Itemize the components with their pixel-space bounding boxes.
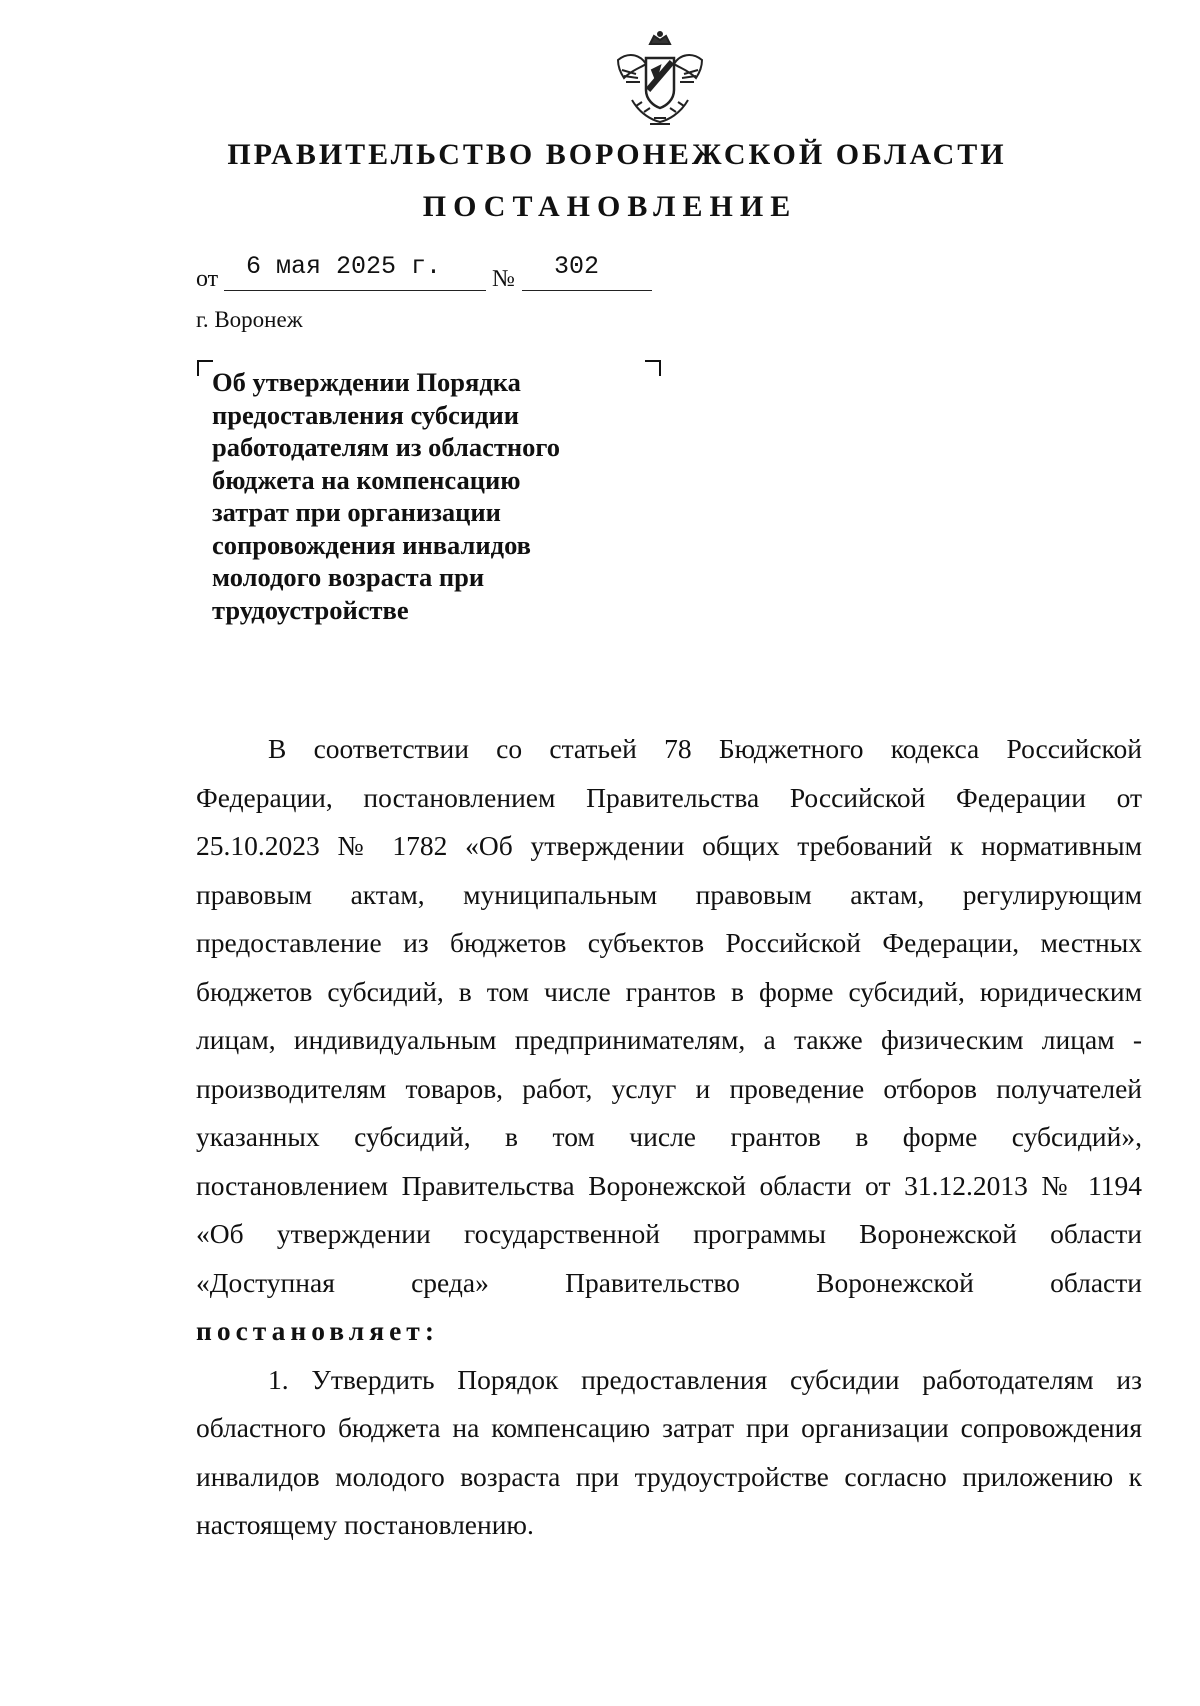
resolves-word: постановляет: — [196, 1315, 439, 1346]
coat-of-arms-icon — [610, 30, 710, 130]
title-line: предоставления субсидии — [212, 399, 520, 430]
title-line: бюджета на компенсацию — [212, 464, 521, 495]
title-line: работодателям из областного — [212, 432, 560, 462]
item1-line: настоящему постановлению. — [196, 1509, 534, 1540]
title-bracket-right — [645, 360, 661, 376]
title-line: молодого возраста при — [212, 562, 485, 592]
preamble-line: производителям товаров, работ, услуг и проведение отборов получателей — [196, 1072, 1142, 1104]
item1-line: инвалидов молодого возраста при трудоустройстве согласно приложению к — [196, 1460, 1142, 1492]
item1-line: 1. Утвердить Порядок предоставления субсидии работодателям из — [268, 1363, 1142, 1395]
date-label: от — [196, 266, 219, 292]
dateline — [196, 252, 676, 292]
document-type: ПОСТАНОВЛЕНИЕ — [422, 190, 798, 223]
preamble-line: бюджетов субсидий, в том числе грантов в форме субсидий, юридическим — [196, 975, 1142, 1007]
preamble-line: В соответствии со статьей 78 Бюджетного кодекса Российской — [268, 733, 1142, 764]
city: г. Воронеж — [196, 307, 303, 332]
title-line: затрат при организации — [212, 497, 501, 527]
preamble-line: 25.10.2023 № 1782 «Об утверждении общих требований к нормативным — [196, 830, 1142, 861]
number-label: № — [492, 266, 515, 292]
preamble-line: «Доступная среда» Правительство Воронежской области — [196, 1266, 1142, 1298]
document-date: 6 мая 2025 г. — [246, 252, 442, 281]
number-underline — [522, 290, 652, 291]
government-name: ПРАВИТЕЛЬСТВО ВОРОНЕЖСКОЙ ОБЛАСТИ — [227, 138, 1007, 171]
preamble-line: «Об утверждении государственной программы Воронежской области — [196, 1218, 1142, 1249]
title-line: трудоустройстве — [212, 594, 409, 625]
title-bracket-left — [197, 360, 213, 376]
preamble-line: правовым актам, муниципальным правовым актам, регулирующим — [196, 878, 1142, 910]
title-line: сопровождения инвалидов — [212, 529, 531, 560]
document-body — [196, 725, 1142, 1550]
preamble-line: постановлением Правительства Воронежской области от 31.12.2013 № 1194 — [196, 1169, 1142, 1201]
document-number: 302 — [554, 252, 600, 281]
preamble-line: лицам, индивидуальным предпринимателям, а также физическим лицам - — [196, 1024, 1142, 1055]
preamble-line: предоставление из бюджетов субъектов Российской Федерации, местных — [196, 927, 1142, 958]
title-line: Об утверждении Порядка — [212, 367, 521, 397]
item1-line: областного бюджета на компенсацию затрат при организации сопровождения — [196, 1412, 1142, 1443]
preamble-line: Федерации, постановлением Правительства Российской Федерации от — [196, 781, 1142, 813]
preamble-line: указанных субсидий, в том числе грантов в форме субсидий», — [196, 1121, 1142, 1152]
document-title — [212, 366, 632, 626]
date-underline — [224, 290, 486, 291]
